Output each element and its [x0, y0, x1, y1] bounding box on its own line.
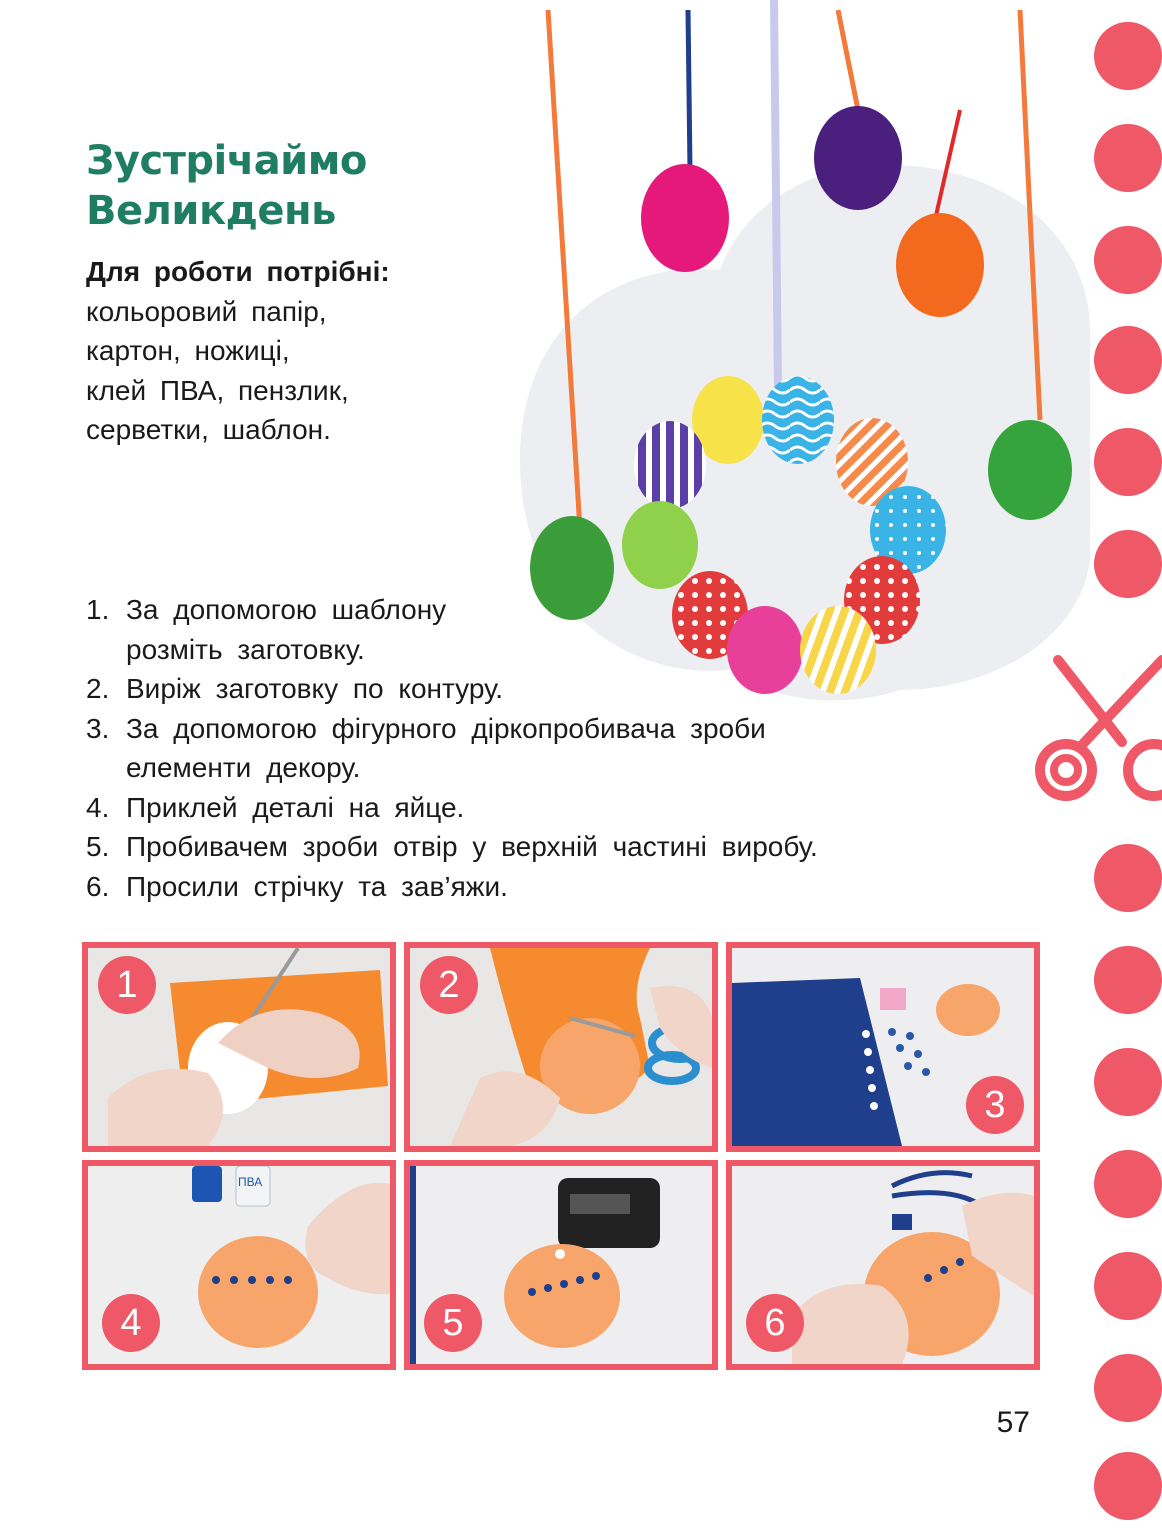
decor-dot	[1094, 124, 1162, 192]
page-title: Зустрічаймо Великдень	[86, 138, 367, 234]
step-photo-5	[404, 1160, 718, 1370]
step-photos-grid	[82, 942, 1038, 1370]
step-badge: 2	[420, 956, 478, 1014]
materials-list	[86, 252, 486, 450]
page-number: 57	[996, 1406, 1030, 1439]
step-item-continued	[86, 748, 986, 788]
step-number: 1.	[86, 594, 110, 625]
decor-dot	[1094, 22, 1162, 90]
glue-label: ПВА	[238, 1175, 263, 1189]
decor-dot	[1094, 1150, 1162, 1218]
step-number: 2.	[86, 673, 110, 704]
step-text: За допомогою шаблону	[126, 594, 447, 625]
materials-line: серветки, шаблон.	[86, 414, 331, 445]
decor-dot	[1094, 326, 1162, 394]
step-badge: 6	[746, 1294, 804, 1352]
step-photo-2	[404, 942, 718, 1152]
step-number: 5.	[86, 831, 110, 862]
step-number: 6.	[86, 870, 110, 902]
step-item	[86, 788, 986, 828]
decor-dot	[1094, 1048, 1162, 1116]
step-photo-3	[726, 942, 1040, 1152]
step-text: Виріж заготовку по контуру.	[126, 673, 504, 704]
step-text: За допомогою фігурного діркопробивача зроби	[126, 712, 766, 744]
decor-dot	[1094, 1252, 1162, 1320]
materials-line: клей ПВА, пензлик,	[86, 374, 349, 406]
step-text: Просили стрічку та зав’яжи.	[126, 870, 508, 902]
decor-dot	[1094, 530, 1162, 598]
steps-list	[86, 590, 986, 906]
step-photo-1	[82, 942, 396, 1152]
step-text: розміть заготовку.	[126, 633, 365, 665]
step-item	[86, 827, 986, 867]
decor-dot	[1094, 1452, 1162, 1520]
step-item	[86, 669, 986, 709]
step-item	[86, 590, 986, 630]
materials-line: картон, ножиці,	[86, 335, 290, 366]
decor-dot	[1094, 428, 1162, 496]
step-text: Пробивачем зроби отвір у верхній частині виробу.	[126, 831, 818, 862]
decor-dot	[1094, 844, 1162, 912]
step-photo-6	[726, 1160, 1040, 1370]
step-item	[86, 867, 986, 907]
materials-line: кольоровий папір,	[86, 295, 327, 327]
decor-dot	[1094, 946, 1162, 1014]
step-item-continued	[86, 630, 986, 670]
step-item	[86, 709, 986, 749]
step-number: 4.	[86, 791, 110, 823]
step-badge: 5	[424, 1294, 482, 1352]
materials-heading: Для роботи потрібні:	[86, 256, 390, 287]
step-number: 3.	[86, 712, 110, 744]
step-photo-4	[82, 1160, 396, 1370]
decor-dot	[1094, 226, 1162, 294]
step-badge: 3	[966, 1076, 1024, 1134]
decor-dot	[1094, 1354, 1162, 1422]
step-text: елементи декору.	[126, 752, 361, 783]
step-text: Приклей деталі на яйце.	[126, 791, 465, 823]
step-badge: 4	[102, 1294, 160, 1352]
step-badge: 1	[98, 956, 156, 1014]
